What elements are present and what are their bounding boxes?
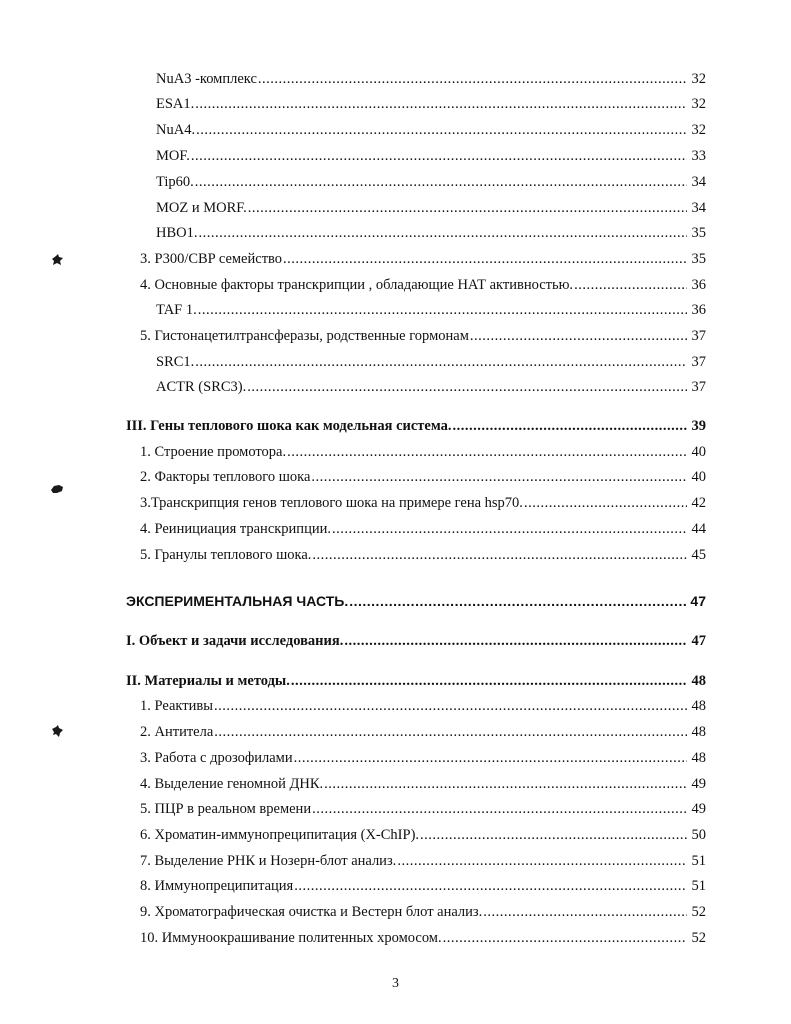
toc-entry-tip60 <box>156 172 706 192</box>
toc-section-i <box>126 631 706 651</box>
toc-entry-label: 8. Иммунопреципитация <box>140 878 294 894</box>
toc-entry-label: 1. Строение промотора. <box>140 444 287 460</box>
toc-entry-page: 52 <box>691 904 706 920</box>
toc-entry-reinitiation <box>140 519 706 539</box>
toc-entry-hs-factors <box>140 467 706 487</box>
toc-entry-label: 1. Реактивы <box>140 698 213 714</box>
toc-entry-label: 3. Работа с дрозофилами <box>140 750 293 766</box>
toc-entry-moz-morf <box>156 198 706 218</box>
toc-entry-actr <box>156 377 706 397</box>
toc-entry-label: 9. Хроматографическая очистка и Вестерн блот анализ. <box>140 904 483 920</box>
toc-entry-page: 48 <box>691 724 706 740</box>
toc-entry-mof <box>156 146 706 166</box>
toc-entry-page: 36 <box>691 302 706 318</box>
toc-entry-label: 3.Транскрипция генов теплового шока на примере гена hsp70. <box>140 495 523 511</box>
toc-entry-taf1 <box>156 300 706 320</box>
toc-entry-page: 48 <box>691 698 706 714</box>
toc-entry-page: 49 <box>691 801 706 817</box>
toc-entry-label: SRC1. <box>156 354 195 370</box>
toc-entry-p300-cbp <box>140 249 706 269</box>
toc-entry-label: I. Объект и задачи исследования. <box>126 633 344 649</box>
toc-entry-src1 <box>156 352 706 372</box>
toc-entry-page: 37 <box>691 328 706 344</box>
toc-entry-page: 32 <box>691 122 706 138</box>
toc-entry-page: 35 <box>691 225 706 241</box>
toc-entry-page: 48 <box>691 750 706 766</box>
toc-entry-label: 5. ПЦР в реальном времени <box>140 801 312 817</box>
toc-entry-genomic-dna <box>140 774 706 794</box>
scan-speck-mark <box>50 724 62 736</box>
toc-entry-label: MOZ и MORF. <box>156 200 247 216</box>
toc-entry-promoter <box>140 442 706 462</box>
toc-entry-label: TAF 1. <box>156 302 197 318</box>
toc-heading-experimental <box>126 591 706 611</box>
toc-entry-page: 33 <box>691 148 706 164</box>
toc-entry-label: NuA3 -комплекс <box>156 71 257 87</box>
toc-entry-label: MOF. <box>156 148 190 164</box>
toc-entry-page: 32 <box>691 96 706 112</box>
toc-entry-hs-granules <box>140 545 706 565</box>
toc-entry-esa1 <box>156 94 706 114</box>
toc-entry-hormone-hat <box>140 326 706 346</box>
toc-entry-label: 2. Факторы теплового шока <box>140 469 311 485</box>
toc-entry-xchip <box>140 825 706 845</box>
toc-entry-nua4 <box>156 120 706 140</box>
scan-speck-mark <box>50 483 62 495</box>
toc-entry-hbo1 <box>156 223 706 243</box>
toc-entry-label: III. Гены теплового шока как модельная система. <box>126 418 452 434</box>
toc-entry-page: 37 <box>691 379 706 395</box>
toc-entry-hat-factors <box>140 275 706 295</box>
toc-entry-label: 7. Выделение РНК и Нозерн-блот анализ. <box>140 853 397 869</box>
toc-entry-hsp70-transcription <box>140 493 706 513</box>
toc-entry-antibodies <box>140 722 706 742</box>
toc-section-iii <box>126 416 706 436</box>
toc-entry-page: 49 <box>691 776 706 792</box>
toc-entry-page: 51 <box>691 853 706 869</box>
toc-entry-page: 40 <box>691 469 706 485</box>
toc-entry-page: 34 <box>691 200 706 216</box>
toc-entry-page: 32 <box>691 71 706 87</box>
toc-entry-label: ESA1. <box>156 96 195 112</box>
toc-entry-reagents <box>140 696 706 716</box>
toc-entry-page: 35 <box>691 251 706 267</box>
toc-entry-label: 5. Гистонацетилтрансферазы, родственные гормонам <box>140 328 469 344</box>
toc-entry-label: 2. Антитела <box>140 724 214 740</box>
toc-entry-label: 3. P300/CBP семейство <box>140 251 283 267</box>
toc-entry-page: 34 <box>691 174 706 190</box>
toc-entry-label: ACTR (SRC3). <box>156 379 247 395</box>
toc-entry-page: 51 <box>691 878 706 894</box>
toc-entry-label: 4. Основные факторы транскрипции , обладающие НАТ активностью. <box>140 277 574 293</box>
toc-entry-label: 5. Гранулы теплового шока. <box>140 547 312 563</box>
toc-entry-label: HBO1. <box>156 225 198 241</box>
toc-entry-label: 6. Хроматин-иммунопреципитация (X-ChIP). <box>140 827 420 843</box>
toc-entry-rna-northern <box>140 851 706 871</box>
toc-entry-realtime-pcr <box>140 799 706 819</box>
toc-entry-label: ЭКСПЕРИМЕНТАЛЬНАЯ ЧАСТЬ. <box>126 593 349 609</box>
toc-entry-page: 44 <box>691 521 706 537</box>
page-number: 3 <box>392 976 399 991</box>
toc-entry-page: 39 <box>691 418 706 434</box>
toc-entry-nua3 <box>156 69 706 89</box>
toc-entry-page: 47 <box>691 633 706 649</box>
toc-entry-page: 47 <box>690 593 706 609</box>
toc-entry-label: 4. Выделение геномной ДНК. <box>140 776 324 792</box>
toc-section-ii <box>126 671 706 691</box>
toc-entry-page: 40 <box>691 444 706 460</box>
toc-entry-label: Tip60. <box>156 174 194 190</box>
toc-entry-page: 50 <box>691 827 706 843</box>
toc-entry-label: II. Материалы и методы. <box>126 673 290 689</box>
toc-entry-drosophila <box>140 748 706 768</box>
toc-entry-page: 48 <box>691 673 706 689</box>
toc-entry-page: 42 <box>691 495 706 511</box>
toc-entry-page: 36 <box>691 277 706 293</box>
toc-entry-label: 4. Реинициация транскрипции. <box>140 521 331 537</box>
toc-entry-chromatography-western <box>140 902 706 922</box>
toc-entry-polytene-staining <box>140 928 706 948</box>
toc-entry-immunoprecipitation <box>140 876 706 896</box>
toc-entry-page: 45 <box>691 547 706 563</box>
scan-speck-mark <box>50 253 62 265</box>
toc-entry-label: NuA4. <box>156 122 196 138</box>
toc-entry-label: 10. Иммуноокрашивание политенных хромосом. <box>140 930 442 946</box>
toc-entry-page: 52 <box>691 930 706 946</box>
toc-entry-page: 37 <box>691 354 706 370</box>
